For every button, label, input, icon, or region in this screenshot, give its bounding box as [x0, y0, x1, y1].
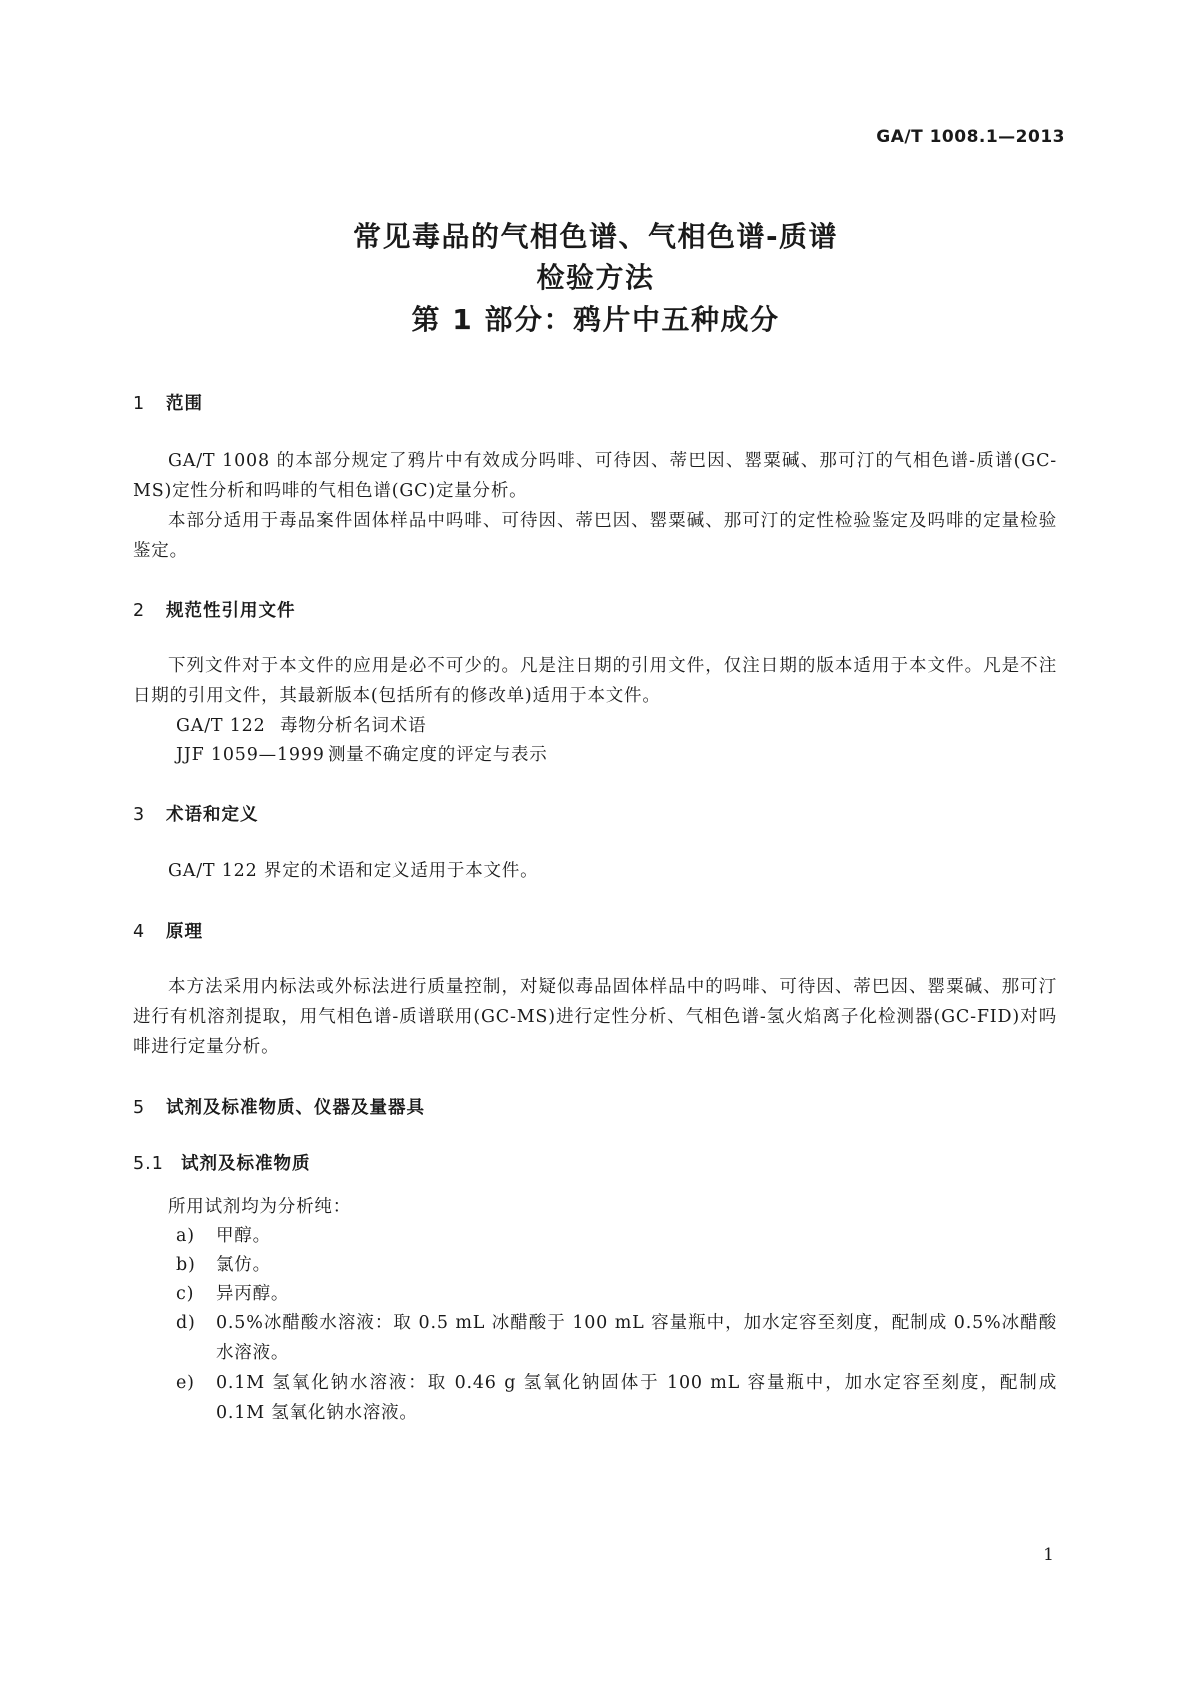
list-marker: e) [176, 1373, 195, 1393]
paragraph: 所用试剂均为分析纯： [168, 1197, 351, 1217]
section-title: 术语和定义 [166, 805, 259, 825]
list-item-text: 异丙醇。 [216, 1284, 290, 1304]
document-title-line1: 常见毒品的气相色谱、气相色谱-质谱 [352, 220, 839, 253]
reference-code: JJF 1059—1999 [176, 745, 325, 765]
section-2-heading [133, 597, 296, 622]
section-1-body [133, 446, 1057, 566]
section-4-heading [133, 918, 203, 943]
list-item [176, 1368, 1057, 1428]
section-5-1-intro [133, 1192, 1057, 1222]
paragraph: 本方法采用内标法或外标法进行质量控制，对疑似毒品固体样品中的吗啡、可待因、蒂巴因、罂粟碱、那可汀进行有机溶剂提取，用气相色谱-质谱联用(GC-MS)进行定性分析、气相色谱-氢火焰离子化检测器(GC-FID)对吗啡进行定量分析。 [133, 977, 1057, 1057]
section-title: 原理 [166, 922, 203, 942]
list-marker: b) [176, 1255, 196, 1275]
list-item-text: 甲醇。 [216, 1226, 271, 1246]
section-number: 5 [133, 1098, 146, 1118]
section-title: 试剂及标准物质 [181, 1154, 311, 1174]
normative-reference [176, 740, 548, 770]
reference-title: 测量不确定度的评定与表示 [328, 745, 548, 765]
section-number: 1 [133, 394, 146, 414]
list-item-text: 0.1M 氢氧化钠水溶液：取 0.46 g 氢氧化钠固体于 100 mL 容量瓶中，加水定容至刻度，配制成 0.1M 氢氧化钠水溶液。 [216, 1373, 1057, 1423]
section-3-heading [133, 801, 259, 826]
list-item [176, 1221, 1057, 1251]
list-marker: c) [176, 1284, 195, 1304]
list-item-text: 0.5%冰醋酸水溶液：取 0.5 mL 冰醋酸于 100 mL 容量瓶中，加水定容至刻度，配制成 0.5%冰醋酸水溶液。 [216, 1313, 1057, 1363]
list-item [176, 1279, 1057, 1309]
normative-reference [176, 711, 426, 741]
section-title: 范围 [166, 394, 203, 414]
section-3-body [133, 856, 1057, 886]
reference-title: 毒物分析名词术语 [280, 716, 427, 736]
list-marker: a) [176, 1226, 195, 1246]
section-5-heading [133, 1094, 425, 1119]
reference-code: GA/T 122 [176, 716, 266, 736]
paragraph: GA/T 1008 的本部分规定了鸦片中有效成分吗啡、可待因、蒂巴因、罂粟碱、那可汀的气相色谱-质谱(GC-MS)定性分析和吗啡的气相色谱(GC)定量分析。 [133, 451, 1057, 501]
section-1-heading [133, 390, 203, 415]
list-item [176, 1308, 1057, 1368]
document-title-line2: 检验方法 [536, 261, 655, 294]
list-item [176, 1250, 1057, 1280]
list-marker: d) [176, 1313, 196, 1333]
section-number: 4 [133, 922, 146, 942]
section-number: 5.1 [133, 1154, 164, 1174]
section-title: 试剂及标准物质、仪器及量器具 [166, 1098, 425, 1118]
list-item-text: 氯仿。 [216, 1255, 271, 1275]
section-number: 3 [133, 805, 146, 825]
page-number: 1 [1043, 1545, 1054, 1565]
section-4-body [133, 972, 1057, 1062]
standard-number: GA/T 1008.1—2013 [876, 127, 1065, 147]
paragraph: 本部分适用于毒品案件固体样品中吗啡、可待因、蒂巴因、罂粟碱、那可汀的定性检验鉴定及吗啡的定量检验鉴定。 [133, 511, 1057, 561]
section-2-body [133, 651, 1057, 711]
paragraph: GA/T 122 界定的术语和定义适用于本文件。 [168, 861, 539, 881]
paragraph: 下列文件对于本文件的应用是必不可少的。凡是注日期的引用文件，仅注日期的版本适用于本文件。凡是不注日期的引用文件，其最新版本(包括所有的修改单)适用于本文件。 [133, 656, 1057, 706]
section-5-1-heading [133, 1150, 311, 1175]
document-title-line3: 第 1 部分：鸦片中五种成分 [411, 303, 780, 336]
section-number: 2 [133, 601, 146, 621]
section-title: 规范性引用文件 [166, 601, 296, 621]
